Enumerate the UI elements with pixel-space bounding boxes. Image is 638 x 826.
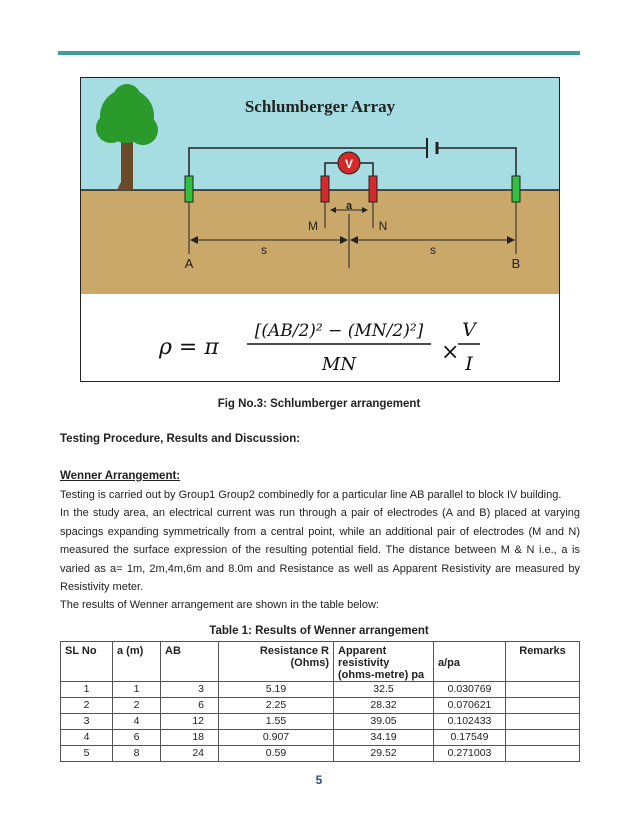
cell-resistance: 1.55: [219, 714, 334, 730]
section-heading: Testing Procedure, Results and Discussion:: [60, 433, 301, 445]
resistivity-formula: [158, 319, 480, 375]
label-a: a: [345, 200, 353, 212]
cell-remarks: [506, 714, 580, 730]
electrode-b: [512, 176, 520, 202]
results-table: [60, 641, 580, 762]
cell-resistance: 5.19: [219, 682, 334, 698]
paragraph-3: The results of Wenner arrangement are shown in the table below:: [60, 599, 379, 612]
formula-denominator: MN: [321, 354, 357, 375]
label-electrode-a: A: [184, 256, 194, 271]
header-a: a (m): [113, 642, 161, 682]
header-a-pa: a/pa: [434, 642, 506, 682]
label-m: M: [308, 219, 318, 233]
cell-sl-no: 4: [61, 730, 113, 746]
cell-ab: 6: [161, 698, 219, 714]
wenner-subheading: Wenner Arrangement:: [60, 470, 181, 482]
page-number: 5: [315, 773, 323, 787]
cell-remarks: [506, 746, 580, 762]
cell-sl-no: 3: [61, 714, 113, 730]
cell-a: 4: [113, 714, 161, 730]
header-sl-no: SL No: [61, 642, 113, 682]
cell-remarks: [506, 698, 580, 714]
formula-i: I: [465, 353, 473, 375]
cell-ab: 3: [161, 682, 219, 698]
header-ab: AB: [161, 642, 219, 682]
header-rule: [58, 51, 580, 55]
ground-area: [81, 190, 559, 294]
table-row: [61, 698, 580, 714]
header-remarks: Remarks: [506, 642, 580, 682]
formula-numerator: [(AB/2)² − (MN/2)²]: [254, 321, 424, 341]
table-header-row: [61, 642, 580, 682]
schlumberger-figure: [80, 77, 560, 382]
label-s-left: s: [261, 243, 267, 257]
table-row: [61, 682, 580, 698]
cell-resistance: 0.59: [219, 746, 334, 762]
cell-ab: 12: [161, 714, 219, 730]
cell-apparent-resistivity: 28.32: [334, 698, 434, 714]
table-caption: Table 1: Results of Wenner arrangement: [209, 625, 429, 637]
table-row: [61, 730, 580, 746]
formula-rho: ρ = π: [159, 335, 219, 360]
label-electrode-b: B: [511, 256, 521, 271]
label-s-right: s: [430, 243, 436, 257]
header-apparent-resistivity: Apparent resistivity (ohms-metre) pa: [334, 642, 434, 682]
cell-sl-no: 5: [61, 746, 113, 762]
table-row: [61, 746, 580, 762]
paragraph-2: In the study area, an electrical current was run through a pair of electrodes (A and B) placed at varying spacings expanding symmetrically from a central point, while an additional pair of electrodes (M and N) measured the surface expression of the resulting potential field. The distance between M & N i.e., a is varied as a= 1m, 2m,4m,6m and 8.0m and Resistance as well as Apparent Resistivity are measured by Resistivity meter.: [60, 507, 580, 594]
cell-a-pa: 0.17549: [434, 730, 506, 746]
formula-times: ×: [441, 340, 460, 365]
cell-a: 6: [113, 730, 161, 746]
cell-a-pa: 0.271003: [434, 746, 506, 762]
electrode-a: [185, 176, 193, 202]
electrode-m: [321, 176, 329, 202]
cell-a-pa: 0.030769: [434, 682, 506, 698]
electrode-n: [369, 176, 377, 202]
cell-a: 2: [113, 698, 161, 714]
figure-caption: Fig No.3: Schlumberger arrangement: [217, 398, 421, 410]
cell-remarks: [506, 730, 580, 746]
diagram-title: Schlumberger Array: [244, 97, 396, 116]
paragraph-1: Testing is carried out by Group1 Group2 combinedly for a particular line AB parallel to block IV building.: [60, 489, 562, 501]
cell-a-pa: 0.102433: [434, 714, 506, 730]
body-text: [60, 486, 580, 615]
cell-ab: 18: [161, 730, 219, 746]
cell-remarks: [506, 682, 580, 698]
cell-apparent-resistivity: 29.52: [334, 746, 434, 762]
cell-resistance: 0.907: [219, 730, 334, 746]
label-n: N: [378, 219, 388, 233]
formula-v: V: [462, 319, 476, 341]
cell-a: 8: [113, 746, 161, 762]
table-row: [61, 714, 580, 730]
cell-a-pa: 0.070621: [434, 698, 506, 714]
cell-sl-no: 2: [61, 698, 113, 714]
voltmeter-label: V: [344, 157, 354, 171]
header-resistance: Resistance R (Ohms): [219, 642, 334, 682]
cell-ab: 24: [161, 746, 219, 762]
cell-apparent-resistivity: 39.05: [334, 714, 434, 730]
cell-sl-no: 1: [61, 682, 113, 698]
cell-resistance: 2.25: [219, 698, 334, 714]
cell-a: 1: [113, 682, 161, 698]
cell-apparent-resistivity: 32.5: [334, 682, 434, 698]
cell-apparent-resistivity: 34.19: [334, 730, 434, 746]
schlumberger-diagram: [81, 78, 559, 381]
